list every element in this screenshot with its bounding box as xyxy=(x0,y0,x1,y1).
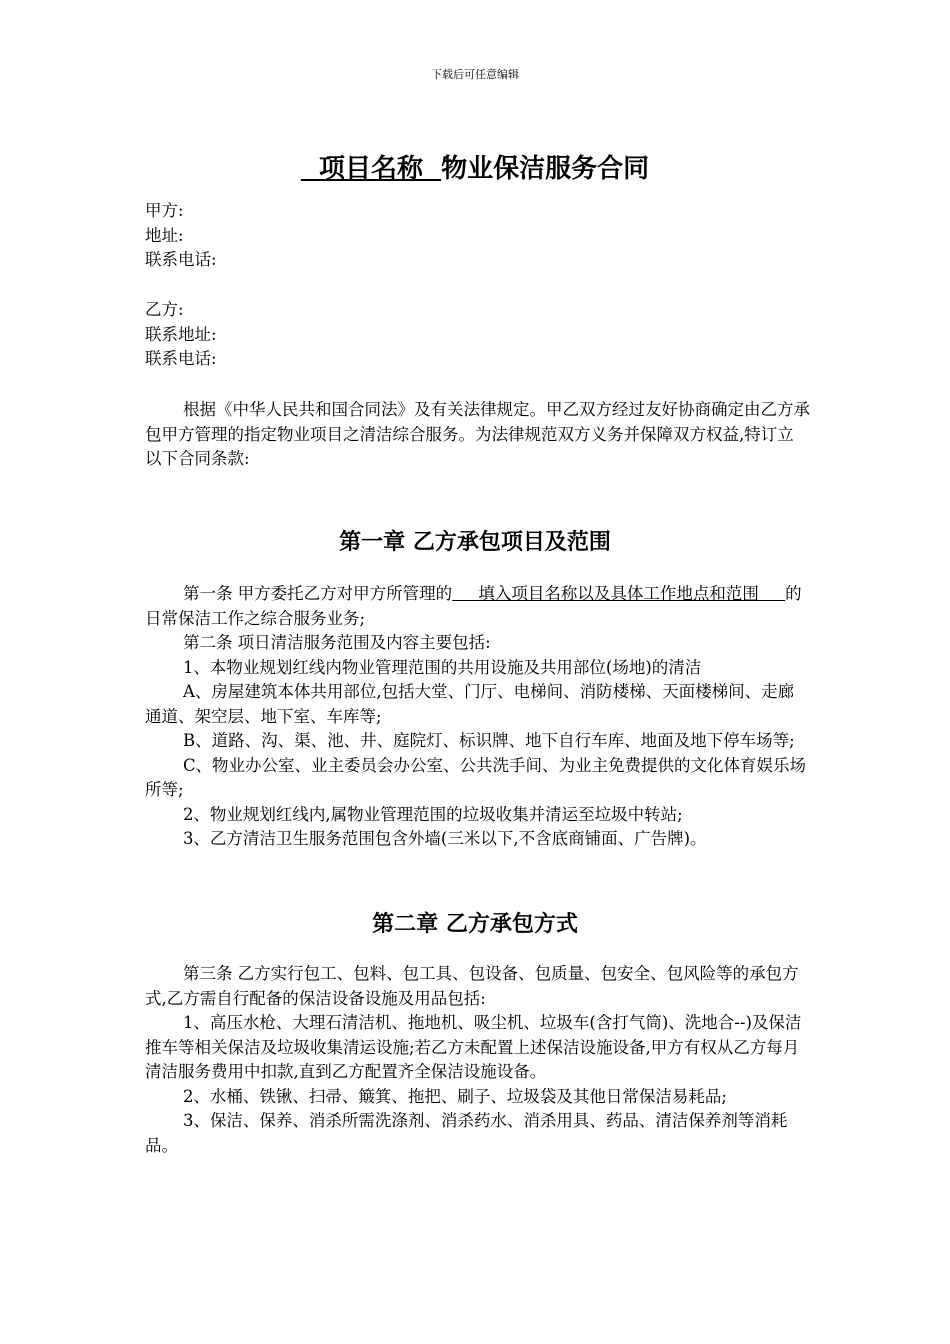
scope-item-b: B、道路、沟、渠、池、井、庭院灯、标识牌、地下自行车库、地面及地下停车场等; xyxy=(182,731,795,750)
scope-item-a: A、房屋建筑本体共用部位,包括大堂、门厅、电梯间、消防楼梯、天面楼梯间、走廊通道、架空层、地下室、车库等; xyxy=(145,682,795,726)
chapter-2-heading: 第二章 乙方承包方式 xyxy=(372,912,578,937)
scope-item-c: C、物业办公室、业主委员会办公室、公共洗手间、为业主免费提供的文化体育娱乐场所等; xyxy=(145,755,807,799)
equipment-item-1: 1、高压水枪、大理石清洁机、拖地机、吸尘机、垃圾车(含打气筒)、洗地合--)及保洁推车等相关保洁及垃圾收集清运设施;若乙方未配置上述保洁设施设备,甲方有权从乙方每月清洁服务费用中扣款,直到乙方配置齐全保洁设施设备。 xyxy=(145,1013,802,1081)
equipment-item-3: 3、保洁、保养、消杀所需洗涤剂、消杀药水、消杀用具、药品、清洁保养剂等消耗品。 xyxy=(145,1111,788,1155)
contract-title xyxy=(0,152,950,186)
equipment-item-2: 2、水桶、铁锹、扫帚、簸箕、拖把、刷子、垃圾袋及其他日常保洁易耗品; xyxy=(182,1086,727,1106)
party-a-address: 地址: xyxy=(145,225,184,245)
title-text: 物业保洁服务合同 xyxy=(441,154,650,184)
party-b-name: 乙方: xyxy=(145,300,184,319)
scope-item-3: 3、乙方清洁卫生服务范围包含外墙(三米以下,不含底商铺面、广告牌)。 xyxy=(182,829,707,848)
article-3: 第三条 乙方实行包工、包料、包工具、包设备、包质量、包安全、包风险等的承包方式,乙方需自行配备的保洁设备设施及用品包括: xyxy=(145,964,799,1008)
title-project-name-blank: 项目名称 xyxy=(300,154,442,184)
article-1-fill-blank: 填入项目名称以及具体工作地点和范围 xyxy=(452,584,786,603)
header-note: 下载后可任意编辑 xyxy=(431,68,519,81)
article-1-post: 的日常保洁工作之综合服务业务; xyxy=(145,584,802,628)
party-a-block xyxy=(145,199,810,273)
chapter-1-heading: 第一章 乙方承包项目及范围 xyxy=(339,530,611,555)
party-b-address: 联系地址: xyxy=(145,324,217,344)
chapter-1-body xyxy=(145,582,810,852)
party-a-phone: 联系电话: xyxy=(145,250,217,269)
article-1-pre: 第一条 甲方委托乙方对甲方所管理的 xyxy=(182,584,453,603)
party-a-name: 甲方: xyxy=(145,201,184,220)
intro-paragraph: 根据《中华人民共和国合同法》及有关法律规定。甲乙双方经过友好协商确定由乙方承包甲方管理的指定物业项目之清洁综合服务。为法律规范双方义务并保障双方权益,特订立以下合同条款: xyxy=(145,400,810,468)
scope-item-1: 1、本物业规划红线内物业管理范围的共用设施及共用部位(场地)的清洁 xyxy=(182,657,702,677)
party-b-phone: 联系电话: xyxy=(145,349,217,368)
chapter-2-body xyxy=(145,962,810,1158)
party-b-block xyxy=(145,298,810,372)
article-1 xyxy=(145,582,810,631)
intro-block xyxy=(145,398,810,472)
article-2: 第二条 项日清洁服务范围及内容主要包括: xyxy=(182,633,491,652)
scope-item-2: 2、物业规划红线内,属物业管理范围的垃圾收集并清运至垃圾中转站; xyxy=(182,804,683,824)
